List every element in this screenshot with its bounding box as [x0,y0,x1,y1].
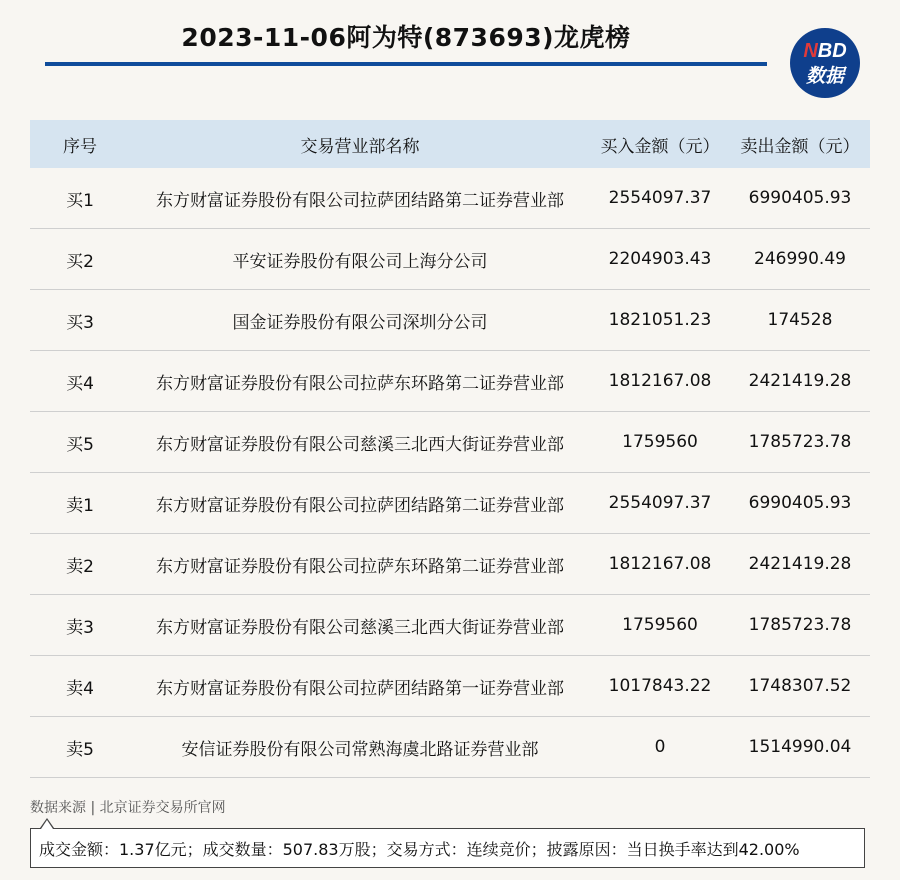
cell-buy: 2204903.43 [608,249,712,269]
header-sell-amount: 卖出金额（元） [740,136,860,157]
title-underline [45,62,767,66]
table-row [30,473,870,534]
cell-seq: 卖2 [66,556,94,577]
cell-seq: 买1 [66,190,94,211]
cell-branch: 平安证券股份有限公司上海分公司 [232,251,488,272]
cell-buy: 0 [654,737,666,757]
cell-buy: 1759560 [622,615,698,635]
cell-buy: 1759560 [622,432,698,452]
cell-sell: 6990405.93 [748,493,852,513]
cell-buy: 2554097.37 [608,188,712,208]
cell-branch: 国金证券股份有限公司深圳分公司 [232,312,488,333]
cell-sell: 1785723.78 [748,615,852,635]
header-branch-name: 交易营业部名称 [300,136,420,157]
logo-bd: BD [817,40,847,62]
cell-sell: 2421419.28 [748,554,852,574]
cell-branch: 安信证券股份有限公司常熟海虞北路证券营业部 [181,739,539,760]
trade-info-text: 成交金额：1.37亿元；成交数量：507.83万股；交易方式：连续竞价；披露原因：当日换手率达到42.00% [39,839,800,859]
cell-seq: 买5 [66,434,94,455]
table-row [30,168,870,229]
table-row [30,656,870,717]
cell-branch: 东方财富证券股份有限公司拉萨东环路第二证券营业部 [156,373,564,394]
cell-branch: 东方财富证券股份有限公司拉萨团结路第一证券营业部 [156,678,564,699]
cell-seq: 卖5 [66,739,94,760]
cell-sell: 1748307.52 [748,676,852,696]
dragon-tiger-table [30,120,870,778]
header-buy-amount: 买入金额（元） [600,136,720,157]
cell-branch: 东方财富证券股份有限公司慈溪三北西大街证券营业部 [156,434,564,455]
table-row [30,229,870,290]
header-seq: 序号 [63,136,97,157]
cell-branch: 东方财富证券股份有限公司拉萨团结路第二证券营业部 [156,190,564,211]
cell-sell: 6990405.93 [748,188,852,208]
info-pointer-fill [41,820,53,829]
nbd-logo [790,28,860,98]
cell-sell: 174528 [767,310,833,330]
logo-data-text: 数据 [805,66,844,87]
cell-seq: 买2 [66,251,94,272]
table-row [30,351,870,412]
page-title: 2023-11-06阿为特(873693)龙虎榜 [181,23,631,52]
cell-seq: 卖3 [66,617,94,638]
table-header [30,120,870,168]
cell-sell: 1514990.04 [748,737,852,757]
cell-branch: 东方财富证券股份有限公司拉萨团结路第二证券营业部 [156,495,564,516]
cell-buy: 1017843.22 [608,676,712,696]
cell-sell: 1785723.78 [748,432,852,452]
cell-seq: 卖1 [66,495,94,516]
cell-buy: 1821051.23 [608,310,712,330]
cell-seq: 买3 [66,312,94,333]
cell-buy: 1812167.08 [608,371,712,391]
cell-seq: 买4 [66,373,94,394]
table-row [30,290,870,351]
cell-branch: 东方财富证券股份有限公司慈溪三北西大街证券营业部 [156,617,564,638]
cell-buy: 2554097.37 [608,493,712,513]
cell-branch: 东方财富证券股份有限公司拉萨东环路第二证券营业部 [156,556,564,577]
cell-seq: 卖4 [66,678,94,699]
cell-buy: 1812167.08 [608,554,712,574]
logo-n: N [803,40,818,62]
table-row [30,534,870,595]
data-source-note: 数据来源 | 北京证券交易所官网 [30,800,226,816]
table-row [30,412,870,473]
cell-sell: 246990.49 [754,249,846,269]
cell-sell: 2421419.28 [748,371,852,391]
table-row [30,717,870,778]
table-row [30,595,870,656]
trade-info-box [30,828,865,868]
